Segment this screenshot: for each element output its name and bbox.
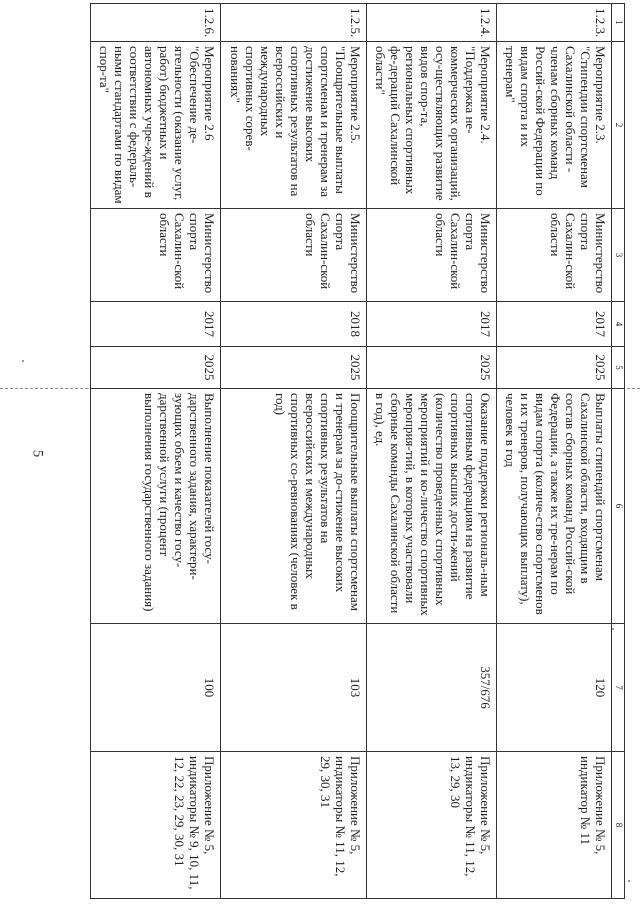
- table-row: [497, 4, 612, 899]
- start-year: 2018: [221, 302, 367, 347]
- row-number: 1.2.5.: [221, 4, 367, 42]
- executor: Министерство спорта Сахалин-ской области: [221, 209, 367, 302]
- reference: Приложение № 5, индикаторы № 11, 12, 29, 30, 31: [221, 752, 367, 899]
- table-row: [221, 4, 367, 899]
- header-cell: 5: [612, 347, 625, 389]
- row-number: 1.2.4.: [366, 4, 496, 42]
- executor: Министерство спорта Сахалин-ской области: [91, 209, 221, 302]
- indicator-value: 357/676: [366, 624, 496, 752]
- header-cell: 8: [612, 752, 625, 899]
- reference: Приложение № 5, индикаторы № 9, 10, 11, 12, 22, 23, 29, 30, 31: [91, 752, 221, 899]
- start-year: 2017: [497, 302, 612, 347]
- event-name: Мероприятие 2.4. "Поддержка не-коммерческих организаций, осу-ществляющих развитие видов спор-та, региональных спортивных фе-дераций Сахалинской области": [366, 42, 496, 209]
- event-name: Мероприятие 2.6 "Обеспечение де-ятельности (оказание услуг, работ) бюджетных и автономных учре-ждений в соответствии с федераль-ными стандартами по видам спор-та": [91, 42, 221, 209]
- header-cell: 3: [612, 209, 625, 302]
- header-row: [612, 4, 625, 899]
- indicator-description: Выплаты стипендий спортсменам Сахалинской области, входящим в состав сборных команд Россий-ской Федерации, а также их тре-нерам по видам спорта (количе-ство спортсменов и их тренеров, получающих выплату), человек в год: [497, 389, 612, 624]
- indicator-description: Оказание поддержки региональ-ным спортивным федерациям на развитие спортивных высших дости-жений (количество проведенных спортивных мероприятий и ко-личество спортивных мероприя-тий, в которых участвовали сборные команды Сахалинской области в год), ед.: [366, 389, 496, 624]
- start-year: 2017: [366, 302, 496, 347]
- row-number: 1.2.6.: [91, 4, 221, 42]
- end-year: 2025: [366, 347, 496, 389]
- reference: Приложение № 5, индикатор № 11: [497, 752, 612, 899]
- table-row: [366, 4, 496, 899]
- end-year: 2025: [221, 347, 367, 389]
- end-year: 2025: [497, 347, 612, 389]
- header-cell: 6: [612, 389, 625, 624]
- executor: Министерство спорта Сахалин-ской области: [497, 209, 612, 302]
- indicator-value: 103: [221, 624, 367, 752]
- event-name: Мероприятие 2.5. "Поощрительные выплаты спортсменам и тренерам за достижение высоких спортивных результатов на всероссийских и международных спортивных сорев-нованиях": [221, 42, 367, 209]
- reference: Приложение № 5, индикаторы № 11, 12, 13, 29, 30: [366, 752, 496, 899]
- event-name: Мероприятие 2.3. "Стипендии спортсменам Сахалинской области - членам сборных команд Россий-ской Федерации по видам спорта и их тренерам": [497, 42, 612, 209]
- indicator-description: Выполнение показателей госу-дарственного задания, характери-зующих объем и качество госу-дарственной услуги (процент выполнения государственного задания): [91, 389, 221, 624]
- table-row: [91, 4, 221, 899]
- indicator-value: 120: [497, 624, 612, 752]
- header-cell: 7: [612, 624, 625, 752]
- executor: Министерство спорта Сахалин-ской области: [366, 209, 496, 302]
- header-cell: 1: [612, 4, 625, 42]
- indicator-value: 100: [91, 624, 221, 752]
- scan-speck: [628, 880, 630, 882]
- scan-speck: [22, 360, 24, 362]
- start-year: 2017: [91, 302, 221, 347]
- header-cell: 4: [612, 302, 625, 347]
- measures-table: [90, 3, 625, 899]
- header-cell: 2: [612, 42, 625, 209]
- rotated-table-container: [90, 3, 625, 898]
- indicator-description: Поощрительные выплаты спортсменам и тренерам за до-стижение высоких спортивных результатов на всероссийских и международных спортивных со-ревнованиях (человек в год): [221, 389, 367, 624]
- end-year: 2025: [91, 347, 221, 389]
- row-number: 1.2.3.: [497, 4, 612, 42]
- page-number: 5: [29, 449, 46, 458]
